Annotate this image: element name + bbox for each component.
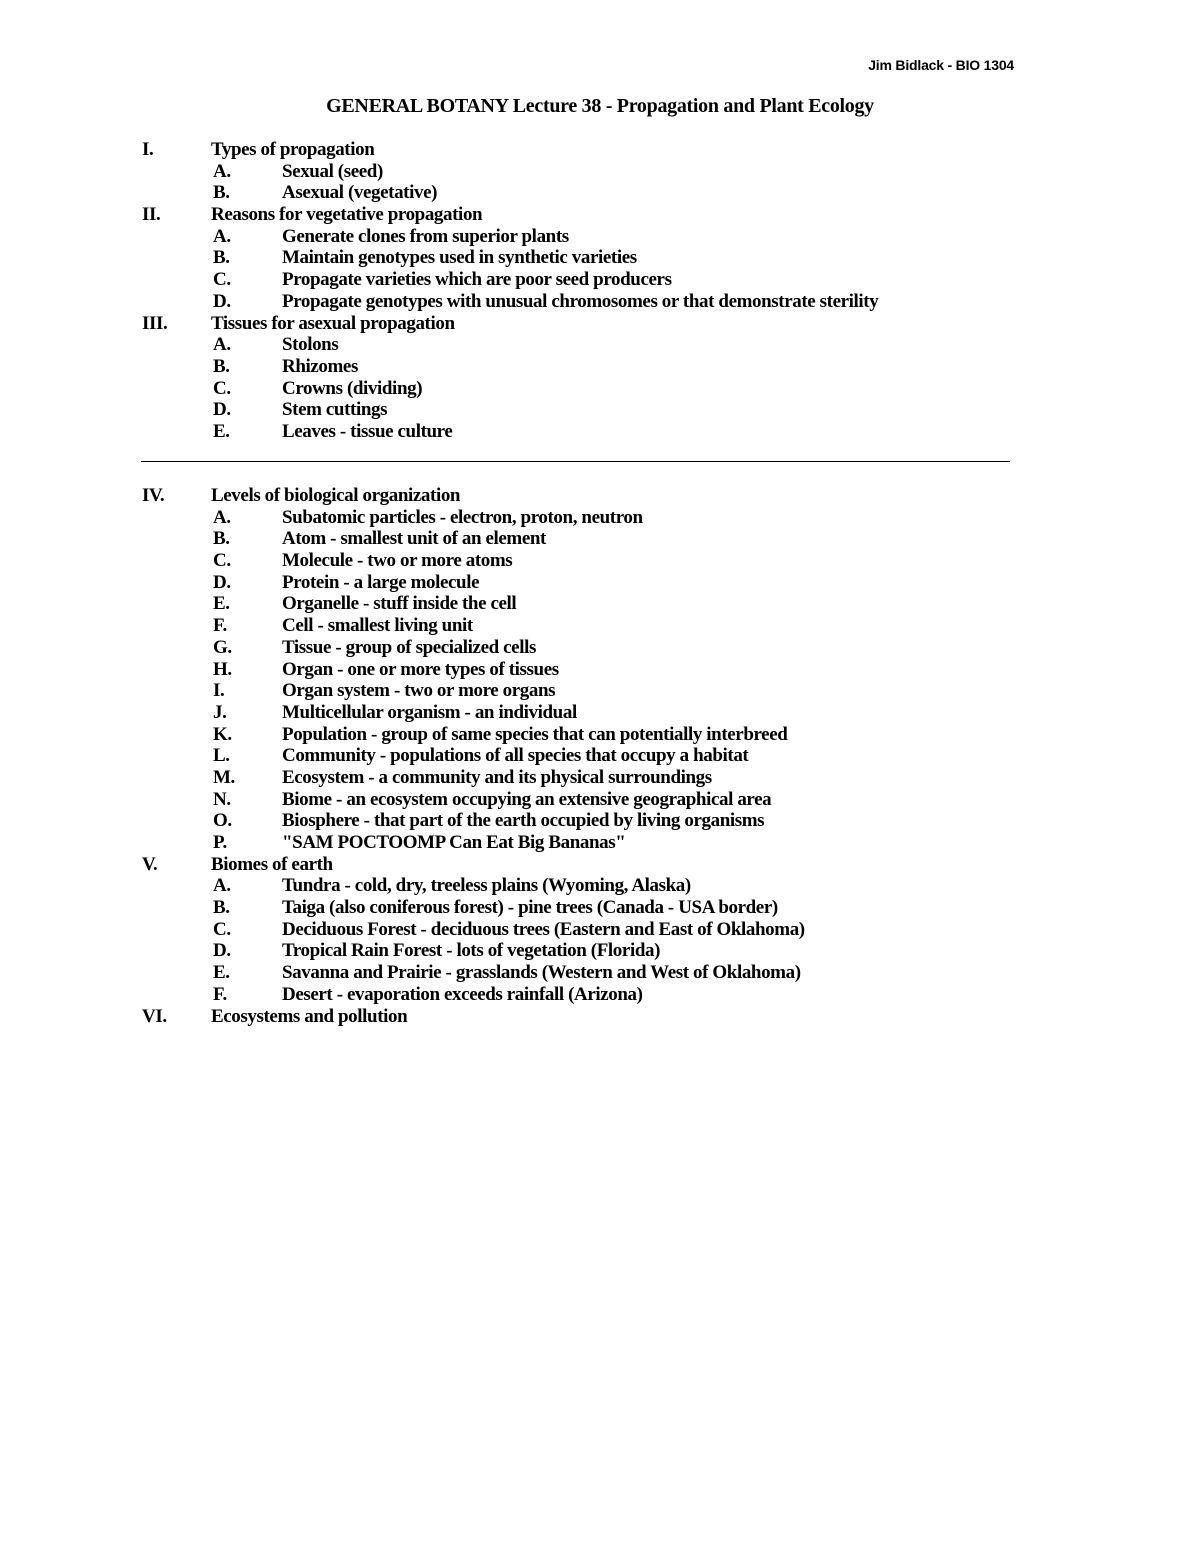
item-letter: A. <box>213 875 231 897</box>
item-text: Sexual (seed) <box>282 160 383 182</box>
item-text: Organ system - two or more organs <box>282 680 556 702</box>
outline-item <box>142 940 1042 962</box>
item-text: Deciduous Forest - deciduous trees (Eastern and East of Oklahoma) <box>282 918 805 940</box>
outline-item <box>142 724 1042 746</box>
outline-item <box>142 615 1042 637</box>
item-text: Protein - a large molecule <box>282 571 480 593</box>
item-text: Biosphere - that part of the earth occupied by living organisms <box>282 810 765 832</box>
section-heading: Types of propagation <box>211 139 375 160</box>
item-text: Leaves - tissue culture <box>282 420 453 442</box>
item-text: "SAM POCTOOMP Can Eat Big Bananas" <box>282 832 626 853</box>
outline-item <box>142 897 1042 919</box>
item-text: Crowns (dividing) <box>282 377 423 399</box>
item-letter: J. <box>213 701 227 723</box>
outline-item <box>142 659 1042 681</box>
section-numeral: IV. <box>142 485 165 506</box>
item-letter: L. <box>213 745 230 767</box>
outline-item <box>142 247 1042 269</box>
item-letter: D. <box>213 290 231 312</box>
item-letter: D. <box>213 571 231 593</box>
item-letter: C. <box>213 918 231 940</box>
section-numeral: III. <box>142 312 168 334</box>
section-heading: Biomes of earth <box>211 853 333 875</box>
item-text: Generate clones from superior plants <box>282 225 569 247</box>
item-letter: N. <box>213 788 231 810</box>
outline-item <box>142 291 1042 313</box>
outline-item <box>142 680 1042 702</box>
outline-item <box>142 226 1042 248</box>
item-text: Molecule - two or more atoms <box>282 550 513 572</box>
outline-item <box>142 702 1042 724</box>
outline-item <box>142 334 1042 356</box>
item-letter: A. <box>213 160 231 182</box>
item-letter: O. <box>213 810 232 832</box>
section-numeral: I. <box>142 139 154 160</box>
item-letter: K. <box>213 723 232 745</box>
item-letter: E. <box>213 420 230 442</box>
item-letter: G. <box>213 636 232 658</box>
item-text: Organelle - stuff inside the cell <box>282 593 517 615</box>
section-heading: Levels of biological organization <box>211 485 461 506</box>
item-text: Stolons <box>282 334 339 356</box>
item-text: Stem cuttings <box>282 399 388 421</box>
outline-section <box>142 139 1042 161</box>
item-text: Tissue - group of specialized cells <box>282 636 536 658</box>
section-numeral: VI. <box>142 1005 167 1027</box>
outline-section <box>142 1006 1042 1028</box>
outline-item <box>142 637 1042 659</box>
item-letter: E. <box>213 962 230 984</box>
outline-item <box>142 962 1042 984</box>
item-text: Population - group of same species that can potentially interbreed <box>282 723 788 745</box>
item-letter: D. <box>213 940 231 962</box>
item-text: Maintain genotypes used in synthetic varieties <box>282 247 637 269</box>
item-letter: F. <box>213 615 227 637</box>
item-letter: B. <box>213 182 230 204</box>
section-numeral: II. <box>142 204 161 226</box>
outline-item <box>142 421 1042 443</box>
item-letter: B. <box>213 355 230 377</box>
item-text: Rhizomes <box>282 355 358 377</box>
item-letter: A. <box>213 225 231 247</box>
outline-item <box>142 593 1042 615</box>
item-letter: E. <box>213 593 230 615</box>
item-letter: C. <box>213 550 231 572</box>
outline-item <box>142 572 1042 594</box>
item-text: Organ - one or more types of tissues <box>282 658 559 680</box>
item-text: Cell - smallest living unit <box>282 615 473 637</box>
outline-item <box>142 507 1042 529</box>
item-letter: B. <box>213 247 230 269</box>
section-heading: Reasons for vegetative propagation <box>211 204 483 226</box>
item-text: Asexual (vegetative) <box>282 182 438 204</box>
item-text: Taiga (also coniferous forest) - pine trees (Canada - USA border) <box>282 897 778 919</box>
section-heading: Tissues for asexual propagation <box>211 312 455 334</box>
item-text: Atom - smallest unit of an element <box>282 528 546 550</box>
item-letter: I. <box>213 680 225 702</box>
outline-item <box>142 182 1042 204</box>
section-divider <box>141 461 1010 462</box>
item-letter: P. <box>213 832 227 853</box>
outline-section <box>142 854 1042 876</box>
item-text: Propagate genotypes with unusual chromosomes or that demonstrate sterility <box>282 290 879 312</box>
item-letter: A. <box>213 334 231 356</box>
outline-item <box>142 356 1042 378</box>
item-letter: A. <box>213 506 231 528</box>
item-text: Biome - an ecosystem occupying an extensive geographical area <box>282 788 772 810</box>
outline-item <box>142 161 1042 183</box>
item-text: Propagate varieties which are poor seed producers <box>282 269 672 291</box>
outline-item <box>142 269 1042 291</box>
page-title: GENERAL BOTANY Lecture 38 - Propagation and Plant Ecology <box>326 95 874 117</box>
outline-item <box>142 528 1042 550</box>
outline-item <box>142 919 1042 941</box>
item-text: Community - populations of all species that occupy a habitat <box>282 745 749 767</box>
outline-part-1 <box>142 139 1042 443</box>
outline-item <box>142 745 1042 767</box>
section-numeral: V. <box>142 853 158 875</box>
outline-item <box>142 875 1042 897</box>
item-text: Multicellular organism - an individual <box>282 701 577 723</box>
item-letter: B. <box>213 528 230 550</box>
outline-item <box>142 399 1042 421</box>
item-text: Savanna and Prairie - grasslands (Western and West of Oklahoma) <box>282 962 801 984</box>
item-text: Tropical Rain Forest - lots of vegetation (Florida) <box>282 940 661 962</box>
outline-item <box>142 767 1042 789</box>
item-letter: B. <box>213 897 230 919</box>
outline-item <box>142 984 1042 1006</box>
header-author-course: Jim Bidlack - BIO 1304 <box>868 57 1014 73</box>
outline-item <box>142 789 1042 811</box>
outline-item <box>142 810 1042 832</box>
item-text: Desert - evaporation exceeds rainfall (Arizona) <box>282 983 643 1005</box>
outline-item <box>142 378 1042 400</box>
item-letter: C. <box>213 269 231 291</box>
outline-section <box>142 313 1042 335</box>
item-text: Ecosystem - a community and its physical surroundings <box>282 766 712 788</box>
outline-section <box>142 204 1042 226</box>
section-heading: Ecosystems and pollution <box>211 1005 408 1027</box>
outline-section <box>142 485 1042 507</box>
item-letter: C. <box>213 377 231 399</box>
item-text: Subatomic particles - electron, proton, neutron <box>282 506 643 528</box>
outline-part-2 <box>142 485 1042 1027</box>
item-letter: H. <box>213 658 232 680</box>
item-letter: D. <box>213 399 231 421</box>
item-letter: M. <box>213 766 235 788</box>
item-letter: F. <box>213 983 227 1005</box>
item-text: Tundra - cold, dry, treeless plains (Wyoming, Alaska) <box>282 875 691 897</box>
outline-item <box>142 832 1042 854</box>
outline-item <box>142 550 1042 572</box>
